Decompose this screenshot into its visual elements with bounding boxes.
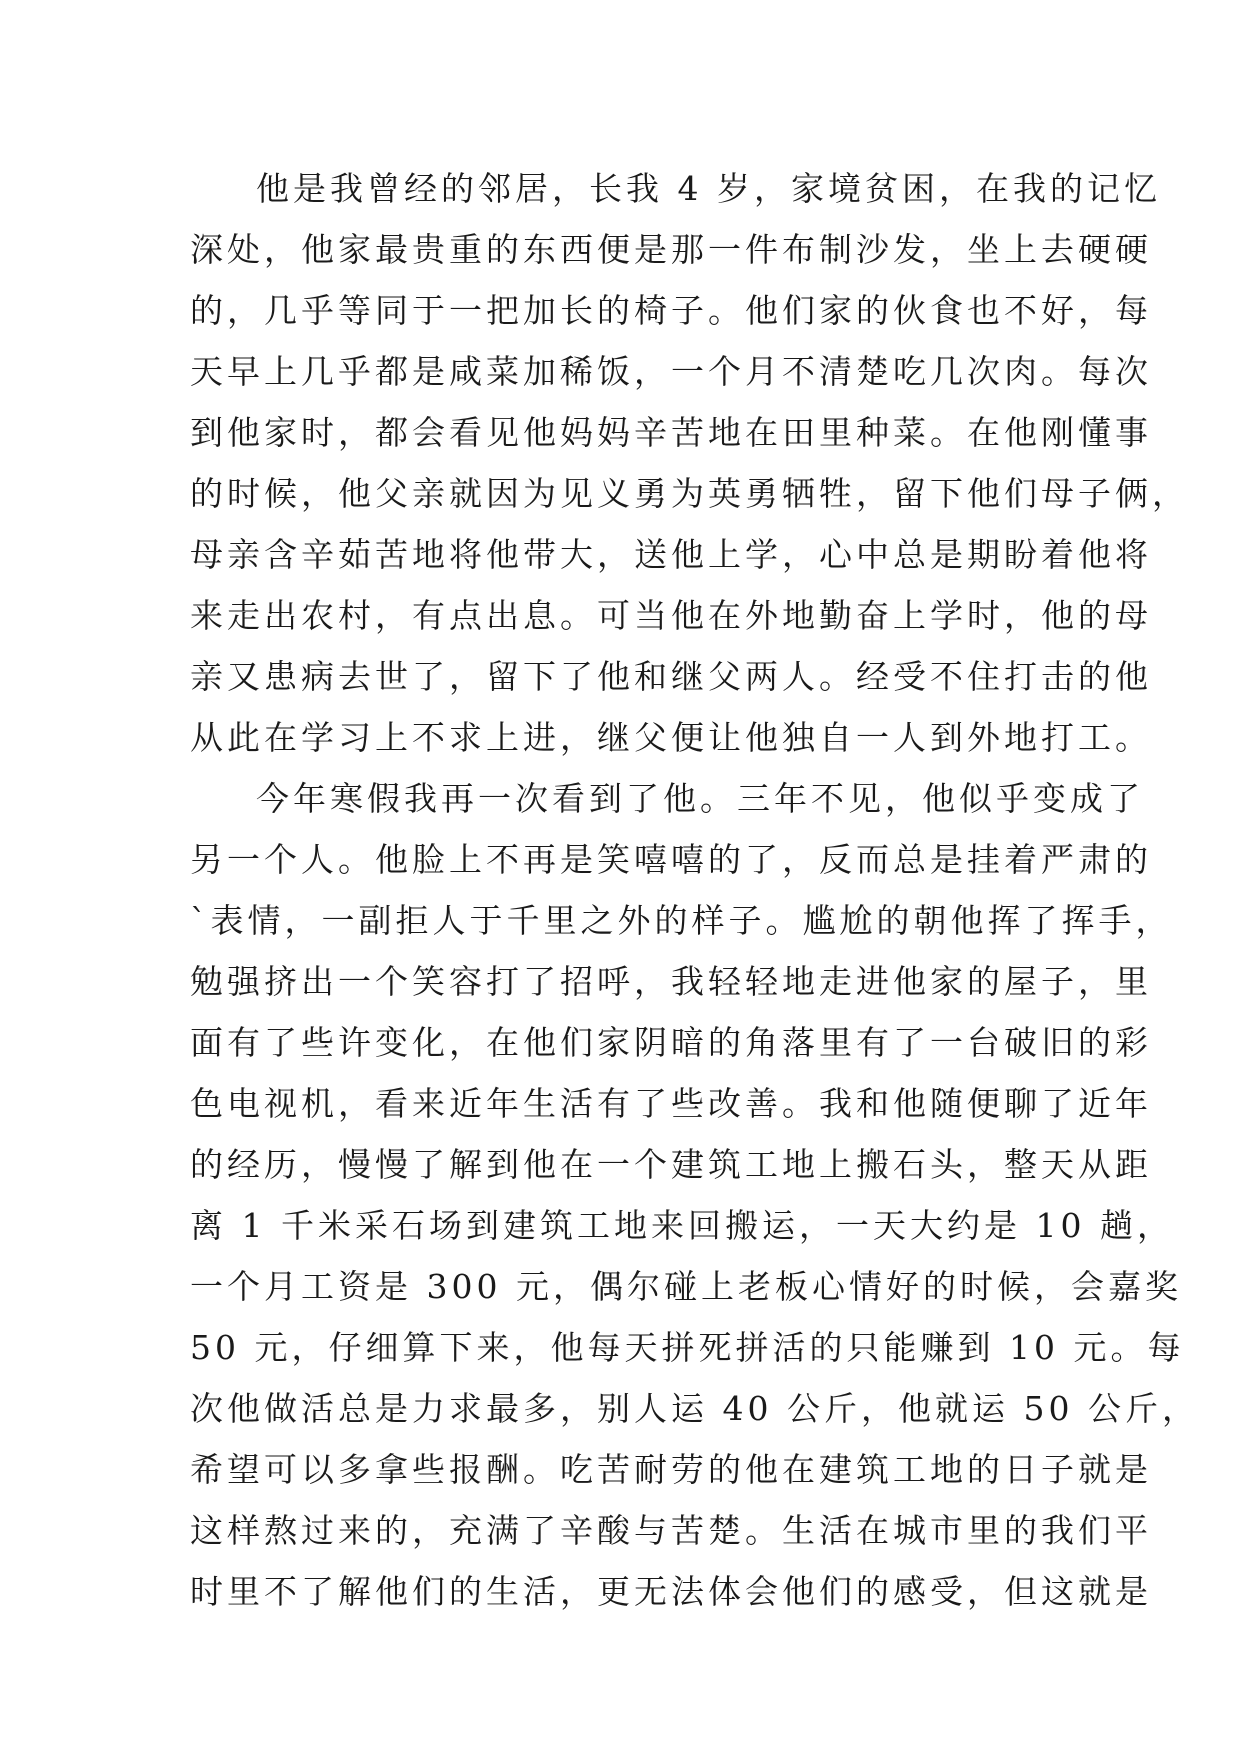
text-line: 50 元，仔细算下来，他每天拼死拼活的只能赚到 10 元。每 [190,1328,1185,1367]
text-line: 这样熬过来的，充满了辛酸与苦楚。生活在城市里的我们平 [190,1511,1152,1550]
text-line: 他是我曾经的邻居，长我 4 岁，家境贫困，在我的记忆 [256,169,1161,208]
text-line: 今年寒假我再一次看到了他。三年不见，他似乎变成了 [256,779,1144,818]
text-line: 的时候，他父亲就因为见义勇为英勇牺牲，留下他们母子俩， [190,474,1189,513]
text-line: 另一个人。他脸上不再是笑嘻嘻的了，反而总是挂着严肃的 [190,840,1152,879]
text-line: 从此在学习上不求上进，继父便让他独自一人到外地打工。 [190,718,1152,757]
text-line: 希望可以多拿些报酬。吃苦耐劳的他在建筑工地的日子就是 [190,1450,1152,1489]
text-line: 来走出农村，有点出息。可当他在外地勤奋上学时，他的母 [190,596,1152,635]
text-line: 的经历，慢慢了解到他在一个建筑工地上搬石头，整天从距 [190,1145,1152,1184]
text-line: `表情，一副拒人于千里之外的样子。尴尬的朝他挥了挥手， [190,901,1173,940]
text-line: 次他做活总是力求最多，别人运 40 公斤，他就运 50 公斤， [190,1389,1199,1428]
text-line: 深处，他家最贵重的东西便是那一件布制沙发，坐上去硬硬 [190,230,1152,269]
text-line: 亲又患病去世了，留下了他和继父两人。经受不住打击的他 [190,657,1152,696]
text-line: 的，几乎等同于一把加长的椅子。他们家的伙食也不好，每 [190,291,1152,330]
text-line: 时里不了解他们的生活，更无法体会他们的感受，但这就是 [190,1572,1152,1611]
text-line: 一个月工资是 300 元，偶尔碰上老板心情好的时候，会嘉奖 [190,1267,1182,1306]
text-line: 离 1 千米采石场到建筑工地来回搬运，一天大约是 10 趟， [190,1206,1174,1245]
essay-body [190,158,1199,1622]
text-line: 天早上几乎都是咸菜加稀饭，一个月不清楚吃几次肉。每次 [190,352,1152,391]
text-line: 勉强挤出一个笑容打了招呼，我轻轻地走进他家的屋子，里 [190,962,1152,1001]
text-line: 到他家时，都会看见他妈妈辛苦地在田里种菜。在他刚懂事 [190,413,1152,452]
text-line: 面有了些许变化，在他们家阴暗的角落里有了一台破旧的彩 [190,1023,1152,1062]
text-line: 色电视机，看来近年生活有了些改善。我和他随便聊了近年 [190,1084,1152,1123]
text-line: 母亲含辛茹苦地将他带大，送他上学，心中总是期盼着他将 [190,535,1152,574]
